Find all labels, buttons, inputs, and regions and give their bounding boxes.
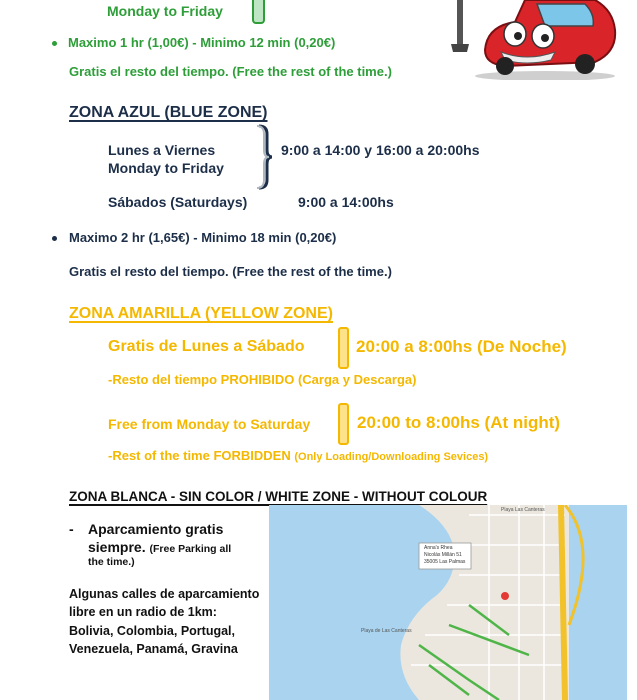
white-zone-streets-2: libre en un radio de 1km: bbox=[69, 605, 217, 619]
blue-zone-weekdays-en: Monday to Friday bbox=[108, 160, 224, 176]
white-zone-free-line2-text: siempre. bbox=[88, 539, 146, 555]
green-zone-rule: Maximo 1 hr (1,00€) - Minimo 12 min (0,20€) bbox=[68, 35, 336, 50]
white-zone-streets-4: Venezuela, Panamá, Gravina bbox=[69, 642, 238, 656]
green-zone-brace bbox=[252, 0, 265, 24]
white-zone-free-line2 bbox=[88, 539, 231, 555]
yellow-zone-free-en: Free from Monday to Saturday bbox=[108, 416, 311, 432]
white-zone-free-line1: Aparcamiento gratis bbox=[88, 521, 224, 537]
yellow-zone-hours-en: 20:00 to 8:00hs (At night) bbox=[357, 413, 561, 432]
green-zone-free-rest: Gratis el resto del tiempo. (Free the rest of the time.) bbox=[69, 64, 392, 79]
map-callout-line-3: 35005 Las Palmas bbox=[424, 559, 466, 565]
white-zone-dash: - bbox=[69, 521, 74, 537]
white-zone-streets-3: Bolivia, Colombia, Portugal, bbox=[69, 624, 235, 638]
white-zone-free-note-2: the time.) bbox=[88, 556, 135, 568]
yellow-zone-hours-es: 20:00 a 8:00hs (De Noche) bbox=[356, 337, 567, 356]
blue-zone-weekdays-es: Lunes a Viernes bbox=[108, 142, 216, 158]
map-callout-line-2: Nicolás Millán 51 bbox=[424, 552, 462, 558]
parking-map[interactable] bbox=[269, 505, 627, 700]
yellow-zone-free-es: Gratis de Lunes a Sábado bbox=[108, 338, 305, 355]
map-callout-line-1: Anna's Rhea bbox=[424, 545, 453, 551]
map-graphic bbox=[269, 505, 627, 700]
yellow-zone-rest-en-note: (Only Loading/Downloading Sevices) bbox=[294, 451, 489, 463]
yellow-zone-rest-en-main: -Rest of the time FORBIDDEN bbox=[108, 448, 291, 463]
blue-zone-weekdays-hours: 9:00 a 14:00 y 16:00 a 20:00hs bbox=[281, 142, 480, 158]
bullet-dot bbox=[52, 236, 57, 241]
white-zone-free-note-1: (Free Parking all bbox=[149, 543, 232, 555]
map-beach-label: Playa Las Canteras bbox=[501, 507, 545, 513]
blue-zone-saturday-label: Sábados (Saturdays) bbox=[108, 194, 248, 210]
blue-zone-rule: Maximo 2 hr (1,65€) - Minimo 18 min (0,20€) bbox=[69, 230, 337, 245]
blue-zone-brace bbox=[255, 124, 273, 190]
car-mascot-image bbox=[445, 0, 625, 80]
yellow-zone-brace bbox=[338, 327, 349, 369]
yellow-zone-rest-en bbox=[108, 448, 488, 463]
blue-zone-title: ZONA AZUL (BLUE ZONE) bbox=[69, 104, 268, 121]
blue-zone-saturday-hours: 9:00 a 14:00hs bbox=[298, 194, 394, 210]
yellow-zone-brace bbox=[338, 403, 349, 445]
yellow-zone-rest-es: -Resto del tiempo PROHIBIDO (Carga y Descarga) bbox=[108, 372, 417, 387]
blue-zone-free-rest: Gratis el resto del tiempo. (Free the rest of the time.) bbox=[69, 264, 392, 279]
bullet-dot bbox=[52, 41, 57, 46]
white-zone-title: ZONA BLANCA - SIN COLOR / WHITE ZONE - WITHOUT COLOUR bbox=[69, 489, 488, 504]
map-beach-label-2: Playa de Las Canteras bbox=[361, 628, 412, 634]
yellow-zone-title: ZONA AMARILLA (YELLOW ZONE) bbox=[69, 305, 333, 322]
white-zone-streets-1: Algunas calles de aparcamiento bbox=[69, 587, 260, 601]
green-zone-days-en: Monday to Friday bbox=[107, 3, 223, 19]
